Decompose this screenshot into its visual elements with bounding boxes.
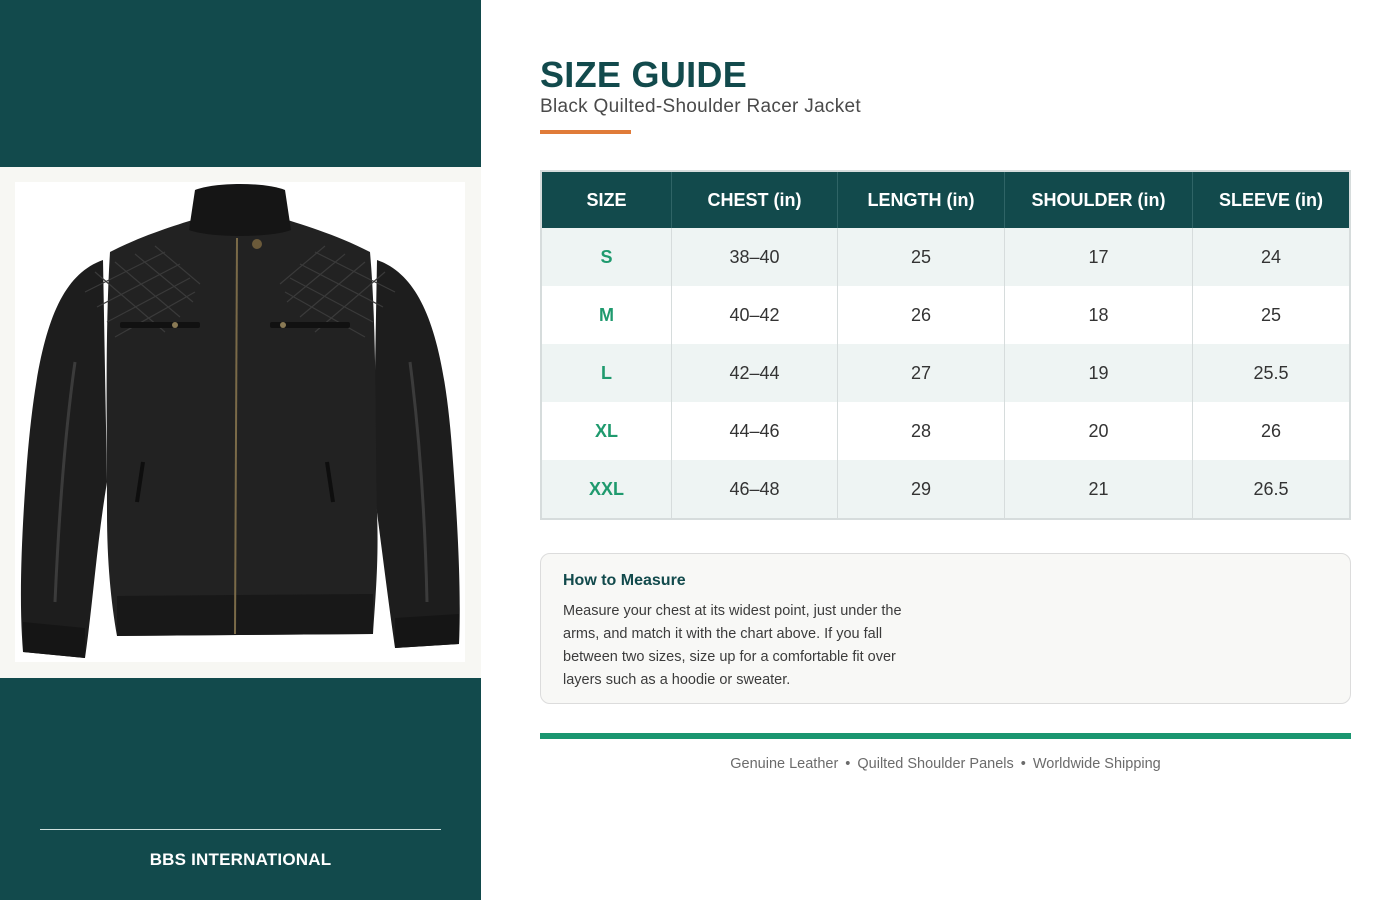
shoulder-cell: 21 [1005,460,1193,519]
chest-cell: 46–48 [672,460,838,519]
sleeve-cell: 25.5 [1193,344,1351,402]
feature-quilted-panels: Quilted Shoulder Panels [857,756,1014,772]
size-cell: L [541,344,672,402]
page-title: SIZE GUIDE [540,54,748,95]
sleeve-cell: 26 [1193,402,1351,460]
table-row [541,460,1350,519]
feature-genuine-leather: Genuine Leather [730,756,839,772]
feature-worldwide-shipping: Worldwide Shipping [1032,756,1161,772]
shoulder-cell: 17 [1005,228,1193,286]
product-subtitle: Black Quilted-Shoulder Racer Jacket [540,96,861,117]
footer-accent-bar [540,733,1351,739]
shoulder-cell: 19 [1005,344,1193,402]
table-row [541,402,1350,460]
feature-separator: • [1020,756,1026,772]
chest-cell: 40–42 [672,286,838,344]
how-to-measure-text: Measure your chest at its widest point, just under the arms, and match it with the chart above. If you fall between two sizes, size up for a comfortable fit over layers such as a hoodie or sweater. [563,603,902,688]
length-cell: 28 [838,402,1005,460]
table-row [541,228,1350,286]
how-to-measure-box [540,553,1351,704]
length-cell: 29 [838,460,1005,519]
size-table [540,170,1351,520]
table-row [541,344,1350,402]
column-header-chest: CHEST (in) [672,171,838,228]
column-header-sleeve: SLEEVE (in) [1193,171,1351,228]
size-cell: M [541,286,672,344]
column-header-shoulder: SHOULDER (in) [1005,171,1193,228]
shoulder-cell: 20 [1005,402,1193,460]
size-cell: XXL [541,460,672,519]
length-cell: 27 [838,344,1005,402]
brand-name: BBS INTERNATIONAL [149,850,332,869]
column-header-size: SIZE [541,171,672,228]
sleeve-cell: 25 [1193,286,1351,344]
table-row [541,286,1350,344]
sleeve-cell: 24 [1193,228,1351,286]
sleeve-cell: 26.5 [1193,460,1351,519]
product-photo [15,182,465,662]
size-cell: XL [541,402,672,460]
brand-divider [40,829,441,830]
how-to-measure-title: How to Measure [563,572,686,589]
chest-cell: 42–44 [672,344,838,402]
product-photo-frame [0,167,481,678]
table-header-row [541,171,1350,228]
title-underline [540,130,631,134]
feature-separator: • [845,756,851,772]
length-cell: 25 [838,228,1005,286]
chest-cell: 44–46 [672,402,838,460]
chest-cell: 38–40 [672,228,838,286]
column-header-length: LENGTH (in) [838,171,1005,228]
footer-features [540,756,1351,772]
left-panel [0,0,481,900]
length-cell: 26 [838,286,1005,344]
leather-jacket-icon [15,182,465,662]
shoulder-cell: 18 [1005,286,1193,344]
size-cell: S [541,228,672,286]
